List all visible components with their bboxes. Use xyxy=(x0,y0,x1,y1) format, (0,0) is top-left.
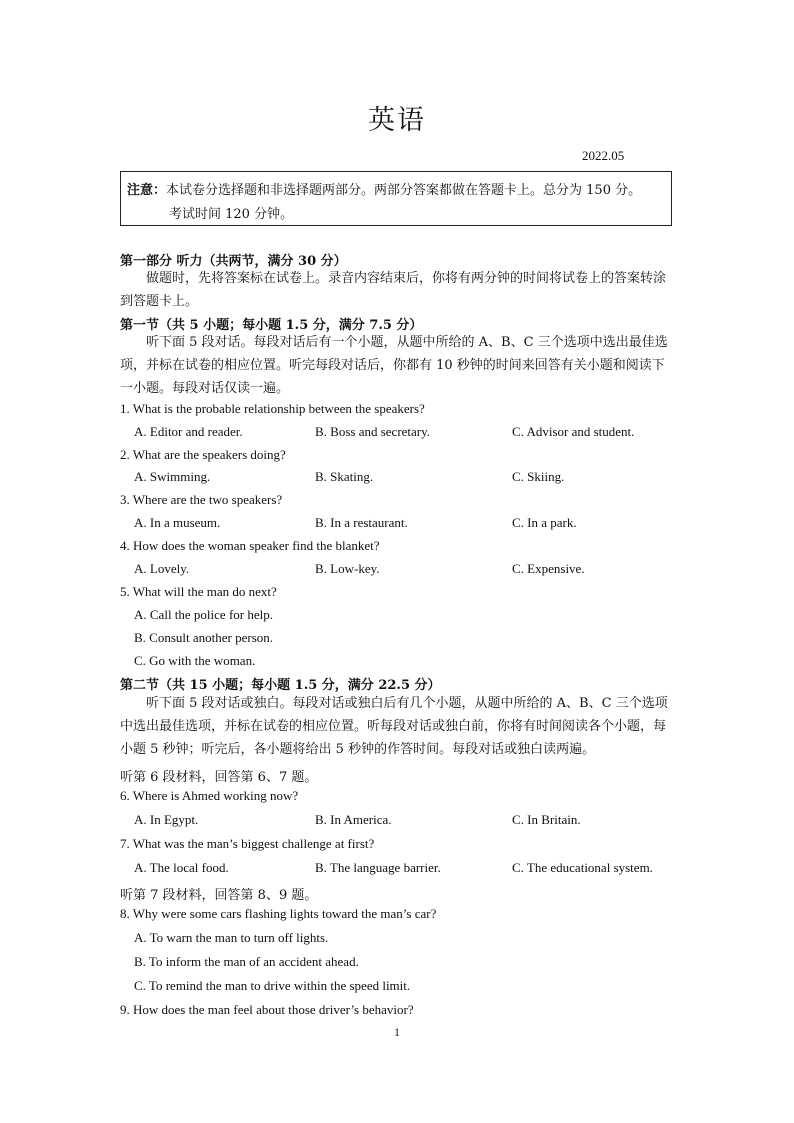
section2-intro: 听下面 5 段对话或独白。每段对话或独白后有几个小题，从题中所给的 A、B、C 三个选项中选出最佳选项，并标在试卷的相应位置。听每段对话或独白前，你将有时间阅读各个小题，每小题 5 秒钟；听完后，各小题将给出 5 秒钟的作答时间。每段对话或独白读两遍。 xyxy=(120,696,668,757)
material-7-instruction: 听第 7 段材料，回答第 8、9 题。 xyxy=(120,888,318,903)
part1-intro: 做题时，先将答案标在试卷上。录音内容结束后，你将有两分钟的时间将试卷上的答案转涂到答题卡上。 xyxy=(120,271,667,309)
question-4: 4. How does the woman speaker find the blanket? xyxy=(120,538,380,553)
q5-option-b: B. Consult another person. xyxy=(134,630,274,645)
section1-heading: 第一节（共 5 小题；每小题 1.5 分，满分 7.5 分） xyxy=(120,318,423,333)
section2-heading: 第二节（共 15 小题；每小题 1.5 分，满分 22.5 分） xyxy=(120,678,441,693)
question-3: 3. Where are the two speakers? xyxy=(120,492,283,507)
notice-label: 注意： xyxy=(127,183,167,198)
question-5: 5. What will the man do next? xyxy=(120,584,277,599)
page-number: 1 xyxy=(394,1025,400,1039)
q7-option-c: C. The educational system. xyxy=(512,860,653,875)
q8-option-b: B. To inform the man of an accident ahead. xyxy=(134,954,359,969)
question-7: 7. What was the man’s biggest challenge at first? xyxy=(120,836,375,851)
question-6: 6. Where is Ahmed working now? xyxy=(120,788,299,803)
q5-option-a: A. Call the police for help. xyxy=(134,607,273,622)
q8-option-c: C. To remind the man to drive within the speed limit. xyxy=(134,978,411,993)
q2-option-a: A. Swimming. xyxy=(134,469,211,484)
q7-option-b: B. The language barrier. xyxy=(315,860,441,875)
question-2: 2. What are the speakers doing? xyxy=(120,447,286,462)
notice-line-1 xyxy=(127,179,641,198)
q5-option-c: C. Go with the woman. xyxy=(134,653,256,668)
exam-date: 2022.05 xyxy=(582,148,625,163)
question-9: 9. How does the man feel about those driver’s behavior? xyxy=(120,1002,414,1017)
q3-option-a: A. In a museum. xyxy=(134,515,221,530)
section1-intro: 听下面 5 段对话。每段对话后有一个小题，从题中所给的 A、B、C 三个选项中选出最佳选项，并标在试卷的相应位置。听完每段对话后，你都有 10 秒钟的时间来回答有关小题和阅读下一小题。每段对话仅读一遍。 xyxy=(120,335,668,396)
q6-option-b: B. In America. xyxy=(315,812,392,827)
notice-line-2: 考试时间 120 分钟。 xyxy=(169,207,294,222)
q1-option-a: A. Editor and reader. xyxy=(134,424,243,439)
notice-text-1: 本试卷分选择题和非选择题两部分。两部分答案都做在答题卡上。总分为 150 分。 xyxy=(166,183,642,198)
notice-box xyxy=(120,171,672,226)
q4-option-b: B. Low-key. xyxy=(315,561,380,576)
question-1: 1. What is the probable relationship between the speakers? xyxy=(120,401,425,416)
q6-option-a: A. In Egypt. xyxy=(134,812,199,827)
q3-option-c: C. In a park. xyxy=(512,515,577,530)
q1-option-b: B. Boss and secretary. xyxy=(315,424,431,439)
question-8: 8. Why were some cars flashing lights toward the man’s car? xyxy=(120,906,437,921)
part1-heading: 第一部分 听力（共两节，满分 30 分） xyxy=(120,254,347,269)
q2-option-b: B. Skating. xyxy=(315,469,374,484)
q3-option-b: B. In a restaurant. xyxy=(315,515,408,530)
q4-option-c: C. Expensive. xyxy=(512,561,585,576)
q6-option-c: C. In Britain. xyxy=(512,812,581,827)
q2-option-c: C. Skiing. xyxy=(512,469,565,484)
q4-option-a: A. Lovely. xyxy=(134,561,190,576)
q1-option-c: C. Advisor and student. xyxy=(512,424,635,439)
q8-option-a: A. To warn the man to turn off lights. xyxy=(134,930,329,945)
page-title: 英语 xyxy=(368,105,426,136)
q7-option-a: A. The local food. xyxy=(134,860,229,875)
material-6-instruction: 听第 6 段材料，回答第 6、7 题。 xyxy=(120,770,318,785)
